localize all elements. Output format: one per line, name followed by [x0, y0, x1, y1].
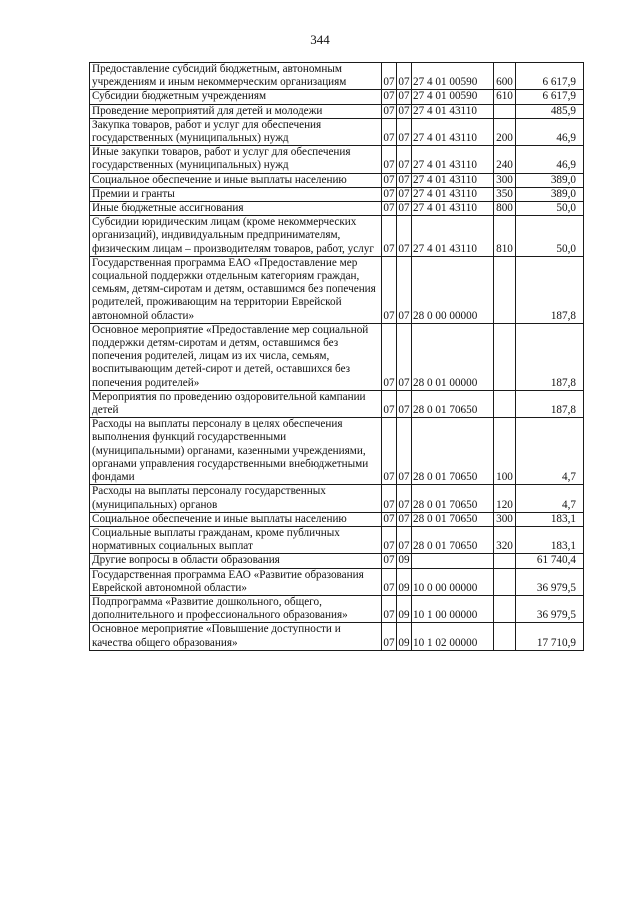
row-expense-type-code: 100: [494, 418, 516, 485]
row-name: Основное мероприятие «Предоставление мер социальной поддержки детям-сиротам и детям, оставшимся без попечения родителей, лицам из их числа, семьям, воспитывающим детей-сирот и детей, оставшихся без попечения родителей»: [90, 323, 382, 390]
row-section-code: 07: [382, 146, 397, 173]
table-row: [90, 512, 584, 526]
row-name: Подпрограмма «Развитие дошкольного, общего, дополнительного и профессионального образования»: [90, 595, 382, 622]
row-section-code: 07: [382, 485, 397, 512]
row-subsection-code: 07: [397, 323, 412, 390]
row-amount: 6 617,9: [516, 90, 584, 104]
row-target-article-code: 10 1 00 00000: [412, 595, 494, 622]
table-row: [90, 187, 584, 201]
row-name: Социальное обеспечение и иные выплаты населению: [90, 512, 382, 526]
row-target-article-code: 27 4 01 43110: [412, 146, 494, 173]
row-section-code: 07: [382, 623, 397, 650]
row-section-code: 07: [382, 216, 397, 257]
row-section-code: 07: [382, 323, 397, 390]
row-expense-type-code: 810: [494, 216, 516, 257]
row-name: Проведение мероприятий для детей и молодежи: [90, 104, 382, 118]
page-number: 344: [310, 32, 330, 47]
row-expense-type-code: 240: [494, 146, 516, 173]
row-name: Государственная программа ЕАО «Развитие образования Еврейской автономной области»: [90, 568, 382, 595]
row-amount: 61 740,4: [516, 554, 584, 568]
row-section-code: 07: [382, 595, 397, 622]
row-expense-type-code: 300: [494, 173, 516, 187]
table-row: [90, 63, 584, 90]
row-section-code: 07: [382, 256, 397, 323]
row-expense-type-code: 600: [494, 63, 516, 90]
row-name: Субсидии бюджетным учреждениям: [90, 90, 382, 104]
table-row: [90, 595, 584, 622]
row-amount: 6 617,9: [516, 63, 584, 90]
row-target-article-code: 28 0 01 70650: [412, 512, 494, 526]
row-name: Предоставление субсидий бюджетным, автономным учреждениям и иным некоммерческим организациям: [90, 63, 382, 90]
row-name: Иные закупки товаров, работ и услуг для обеспечения государственных (муниципальных) нужд: [90, 146, 382, 173]
row-section-code: 07: [383, 554, 395, 567]
row-section-code: 07: [382, 418, 397, 485]
table-row: [90, 146, 584, 173]
row-amount: 46,9: [516, 146, 584, 173]
row-name: Мероприятия по проведению оздоровительной кампании детей: [90, 390, 382, 417]
row-subsection-code: 09: [397, 623, 412, 650]
row-target-article-code: 28 0 01 00000: [412, 323, 494, 390]
row-name: Основное мероприятие «Повышение доступности и качества общего образования»: [90, 623, 382, 650]
row-expense-type-code: 300: [494, 512, 516, 526]
row-subsection-code: 07: [398, 512, 410, 525]
row-target-article-code: 27 4 01 00590: [412, 90, 494, 104]
row-section-code: 07: [383, 104, 395, 117]
row-section-code: 07: [383, 512, 395, 525]
row-expense-type-code: [494, 323, 516, 390]
row-expense-type-code: 800: [494, 202, 516, 216]
row-target-article-code: 27 4 01 43110: [412, 173, 494, 187]
row-amount: 183,1: [516, 526, 584, 553]
row-target-article-code: 10 1 02 00000: [412, 623, 494, 650]
row-target-article-code: 27 4 01 43110: [412, 104, 494, 118]
row-subsection-code: 07: [398, 173, 410, 186]
row-section-code: 07: [383, 202, 395, 215]
row-section-code: 07: [382, 63, 397, 90]
row-amount: 187,8: [516, 390, 584, 417]
budget-table: [89, 62, 584, 651]
row-expense-type-code: 350: [494, 187, 516, 201]
row-amount: 389,0: [516, 187, 584, 201]
table-row: [90, 256, 584, 323]
row-name: Закупка товаров, работ и услуг для обеспечения государственных (муниципальных) нужд: [90, 118, 382, 145]
row-target-article-code: 28 0 01 70650: [412, 390, 494, 417]
row-section-code: 07: [383, 173, 395, 186]
row-subsection-code: 07: [397, 216, 412, 257]
row-section-code: 07: [382, 118, 397, 145]
row-subsection-code: 07: [397, 526, 412, 553]
table-row: [90, 418, 584, 485]
row-expense-type-code: [494, 623, 516, 650]
table-row: [90, 173, 584, 187]
row-section-code: 07: [383, 90, 395, 103]
row-amount: 4,7: [516, 485, 584, 512]
row-subsection-code: 07: [398, 202, 410, 215]
row-subsection-code: 07: [397, 118, 412, 145]
row-name: Социальные выплаты гражданам, кроме публичных нормативных социальных выплат: [90, 526, 382, 553]
row-name: Субсидии юридическим лицам (кроме некоммерческих организаций), индивидуальным предпринимателям, физическим лицам – производителям товаров, работ, услуг: [90, 216, 382, 257]
row-name: Другие вопросы в области образования: [90, 554, 382, 568]
row-name: Расходы на выплаты персоналу в целях обеспечения выполнения функций государственными (муниципальными) органами, казенными учреждениями, органами управления государственными внебюджетными фондами: [90, 418, 382, 485]
row-name: Социальное обеспечение и иные выплаты населению: [90, 173, 382, 187]
table-row: [90, 554, 584, 568]
row-section-code: 07: [382, 568, 397, 595]
row-expense-type-code: [494, 104, 516, 118]
table-row: [90, 323, 584, 390]
row-amount: 187,8: [516, 323, 584, 390]
row-amount: 183,1: [516, 512, 584, 526]
row-target-article-code: 27 4 01 43110: [412, 202, 494, 216]
row-expense-type-code: 610: [494, 90, 516, 104]
table-body: [90, 63, 584, 651]
row-subsection-code: 07: [397, 256, 412, 323]
row-target-article-code: 28 0 01 70650: [412, 418, 494, 485]
row-target-article-code: 28 0 01 70650: [412, 485, 494, 512]
row-amount: 50,0: [516, 216, 584, 257]
table-row: [90, 90, 584, 104]
row-amount: 17 710,9: [516, 623, 584, 650]
row-subsection-code: 07: [398, 187, 410, 200]
table-row: [90, 216, 584, 257]
row-target-article-code: 27 4 01 43110: [412, 118, 494, 145]
row-expense-type-code: 200: [494, 118, 516, 145]
row-name: Государственная программа ЕАО «Предоставление мер социальной поддержки отдельным категориям граждан, семьям, детям-сиротам и детям, оставшимся без попечения родителей, проживающим на территории Еврейской автономной области»: [90, 256, 382, 323]
row-name: Иные бюджетные ассигнования: [90, 202, 382, 216]
row-expense-type-code: [494, 256, 516, 323]
row-amount: 50,0: [516, 202, 584, 216]
table-row: [90, 104, 584, 118]
row-target-article-code: 28 0 01 70650: [412, 526, 494, 553]
row-amount: 187,8: [516, 256, 584, 323]
row-expense-type-code: [494, 554, 516, 568]
row-expense-type-code: [494, 568, 516, 595]
row-subsection-code: 07: [398, 104, 410, 117]
table-row: [90, 118, 584, 145]
row-name: Премии и гранты: [90, 187, 382, 201]
row-name: Расходы на выплаты персоналу государственных (муниципальных) органов: [90, 485, 382, 512]
row-amount: 485,9: [516, 104, 584, 118]
row-target-article-code: [412, 554, 494, 568]
row-section-code: 07: [383, 187, 395, 200]
row-target-article-code: 27 4 01 43110: [412, 216, 494, 257]
row-amount: 36 979,5: [516, 568, 584, 595]
row-amount: 36 979,5: [516, 595, 584, 622]
row-subsection-code: 07: [397, 485, 412, 512]
row-target-article-code: 10 0 00 00000: [412, 568, 494, 595]
row-subsection-code: 07: [397, 390, 412, 417]
row-amount: 4,7: [516, 418, 584, 485]
row-target-article-code: 27 4 01 43110: [412, 187, 494, 201]
row-amount: 389,0: [516, 173, 584, 187]
row-subsection-code: 07: [398, 90, 410, 103]
row-subsection-code: 09: [397, 568, 412, 595]
table-row: [90, 623, 584, 650]
row-subsection-code: 09: [397, 595, 412, 622]
row-expense-type-code: [494, 390, 516, 417]
row-expense-type-code: 320: [494, 526, 516, 553]
row-subsection-code: 07: [397, 63, 412, 90]
table-row: [90, 485, 584, 512]
row-expense-type-code: 120: [494, 485, 516, 512]
row-target-article-code: 27 4 01 00590: [412, 63, 494, 90]
row-expense-type-code: [494, 595, 516, 622]
row-subsection-code: 07: [397, 146, 412, 173]
row-amount: 46,9: [516, 118, 584, 145]
row-section-code: 07: [382, 526, 397, 553]
row-target-article-code: 28 0 00 00000: [412, 256, 494, 323]
row-section-code: 07: [382, 390, 397, 417]
table-row: [90, 202, 584, 216]
table-row: [90, 390, 584, 417]
row-subsection-code: 07: [397, 418, 412, 485]
table-row: [90, 568, 584, 595]
row-subsection-code: 09: [398, 554, 410, 567]
table-row: [90, 526, 584, 553]
